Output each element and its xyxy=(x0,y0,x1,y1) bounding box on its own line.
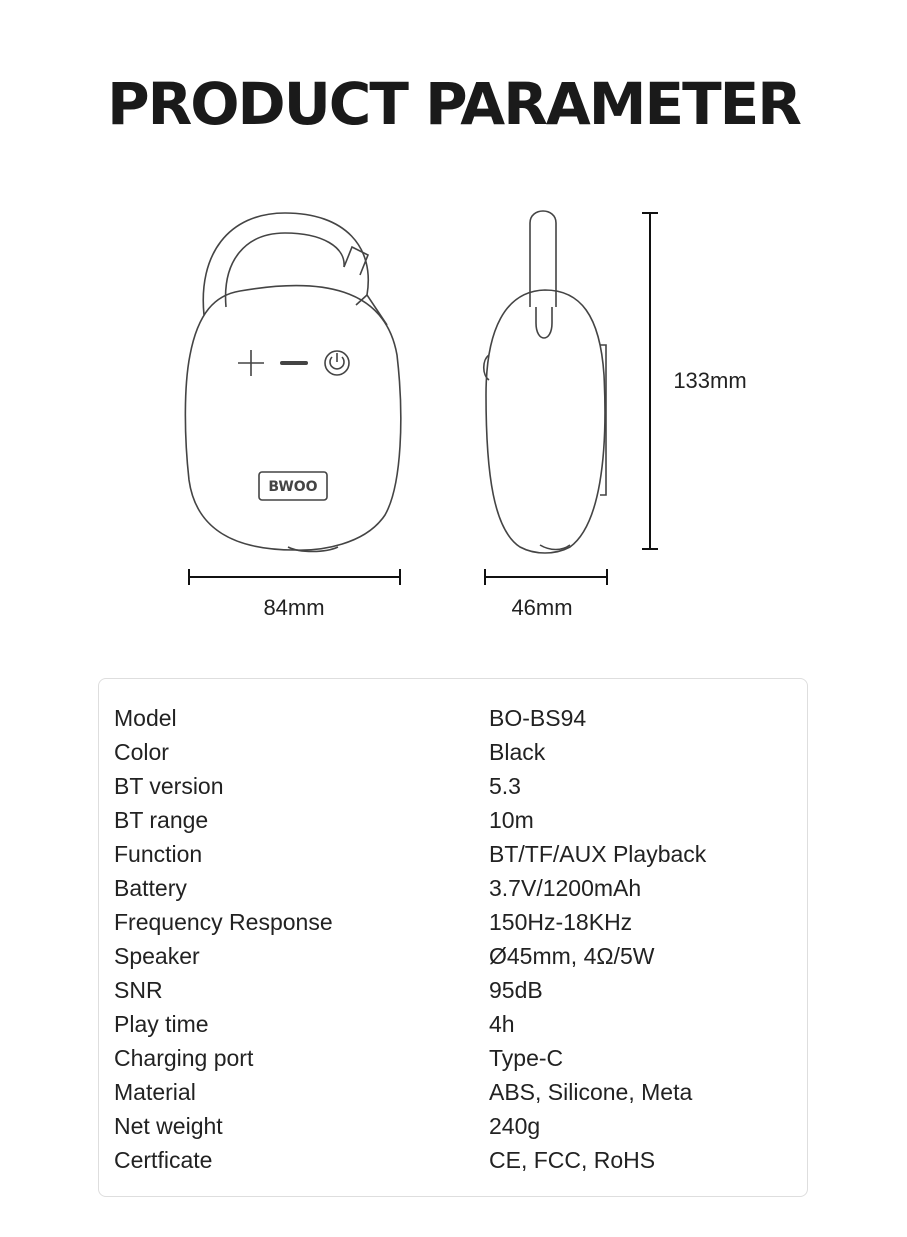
spec-value: 4h xyxy=(489,1011,515,1037)
spec-row-model xyxy=(99,701,807,735)
spec-label: Battery xyxy=(114,875,187,901)
spec-value: Black xyxy=(489,739,546,765)
height-dimension-line xyxy=(642,213,658,549)
spec-value: 150Hz-18KHz xyxy=(489,909,633,935)
spec-label: Model xyxy=(114,705,177,731)
spec-label: Certficate xyxy=(114,1147,213,1173)
spec-row-material xyxy=(99,1075,807,1109)
spec-row-certificate xyxy=(99,1143,807,1177)
power-icon xyxy=(325,351,349,375)
spec-value: ABS, Silicone, Meta xyxy=(489,1079,693,1105)
spec-label: Net weight xyxy=(114,1113,223,1139)
spec-label: Charging port xyxy=(114,1045,254,1071)
spec-row-play-time xyxy=(99,1007,807,1041)
spec-value: CE, FCC, RoHS xyxy=(489,1147,656,1173)
speaker-drawings xyxy=(0,195,907,635)
depth-dimension-line xyxy=(485,569,607,585)
speaker-side-view xyxy=(484,211,606,553)
page-title: PRODUCT PARAMETER xyxy=(107,70,800,138)
spec-row-frequency-response xyxy=(99,905,807,939)
spec-row-snr xyxy=(99,973,807,1007)
spec-value: Type-C xyxy=(489,1045,564,1071)
spec-row-bt-version xyxy=(99,769,807,803)
spec-value: 95dB xyxy=(489,977,543,1003)
spec-label: Play time xyxy=(114,1011,209,1037)
spec-label: BT range xyxy=(114,807,209,833)
spec-row-speaker xyxy=(99,939,807,973)
spec-label: Material xyxy=(114,1079,196,1105)
height-label: 133mm xyxy=(673,368,747,393)
spec-label: Color xyxy=(114,739,169,765)
spec-row-color xyxy=(99,735,807,769)
spec-row-net-weight xyxy=(99,1109,807,1143)
spec-label: Function xyxy=(114,841,203,867)
spec-label: BT version xyxy=(114,773,224,799)
width-dimension-line xyxy=(189,569,400,585)
spec-row-bt-range xyxy=(99,803,807,837)
depth-label: 46mm xyxy=(511,595,573,620)
spec-table xyxy=(98,678,808,1197)
spec-row-battery xyxy=(99,871,807,905)
spec-value: 3.7V/1200mAh xyxy=(489,875,642,901)
spec-label: Frequency Response xyxy=(114,909,333,935)
spec-row-function xyxy=(99,837,807,871)
product-dimension-figure xyxy=(0,195,907,635)
spec-value: BT/TF/AUX Playback xyxy=(489,841,707,867)
spec-value: BO-BS94 xyxy=(489,705,587,731)
spec-value: 5.3 xyxy=(489,773,521,799)
spec-value: Ø45mm, 4Ω/5W xyxy=(489,943,655,969)
spec-value: 10m xyxy=(489,807,534,833)
spec-label: SNR xyxy=(114,977,163,1003)
spec-value: 240g xyxy=(489,1113,541,1139)
spec-row-charging-port xyxy=(99,1041,807,1075)
plus-icon xyxy=(238,350,264,376)
spec-label: Speaker xyxy=(114,943,200,969)
width-label: 84mm xyxy=(263,595,325,620)
brand-logo: BWOO xyxy=(268,479,318,495)
